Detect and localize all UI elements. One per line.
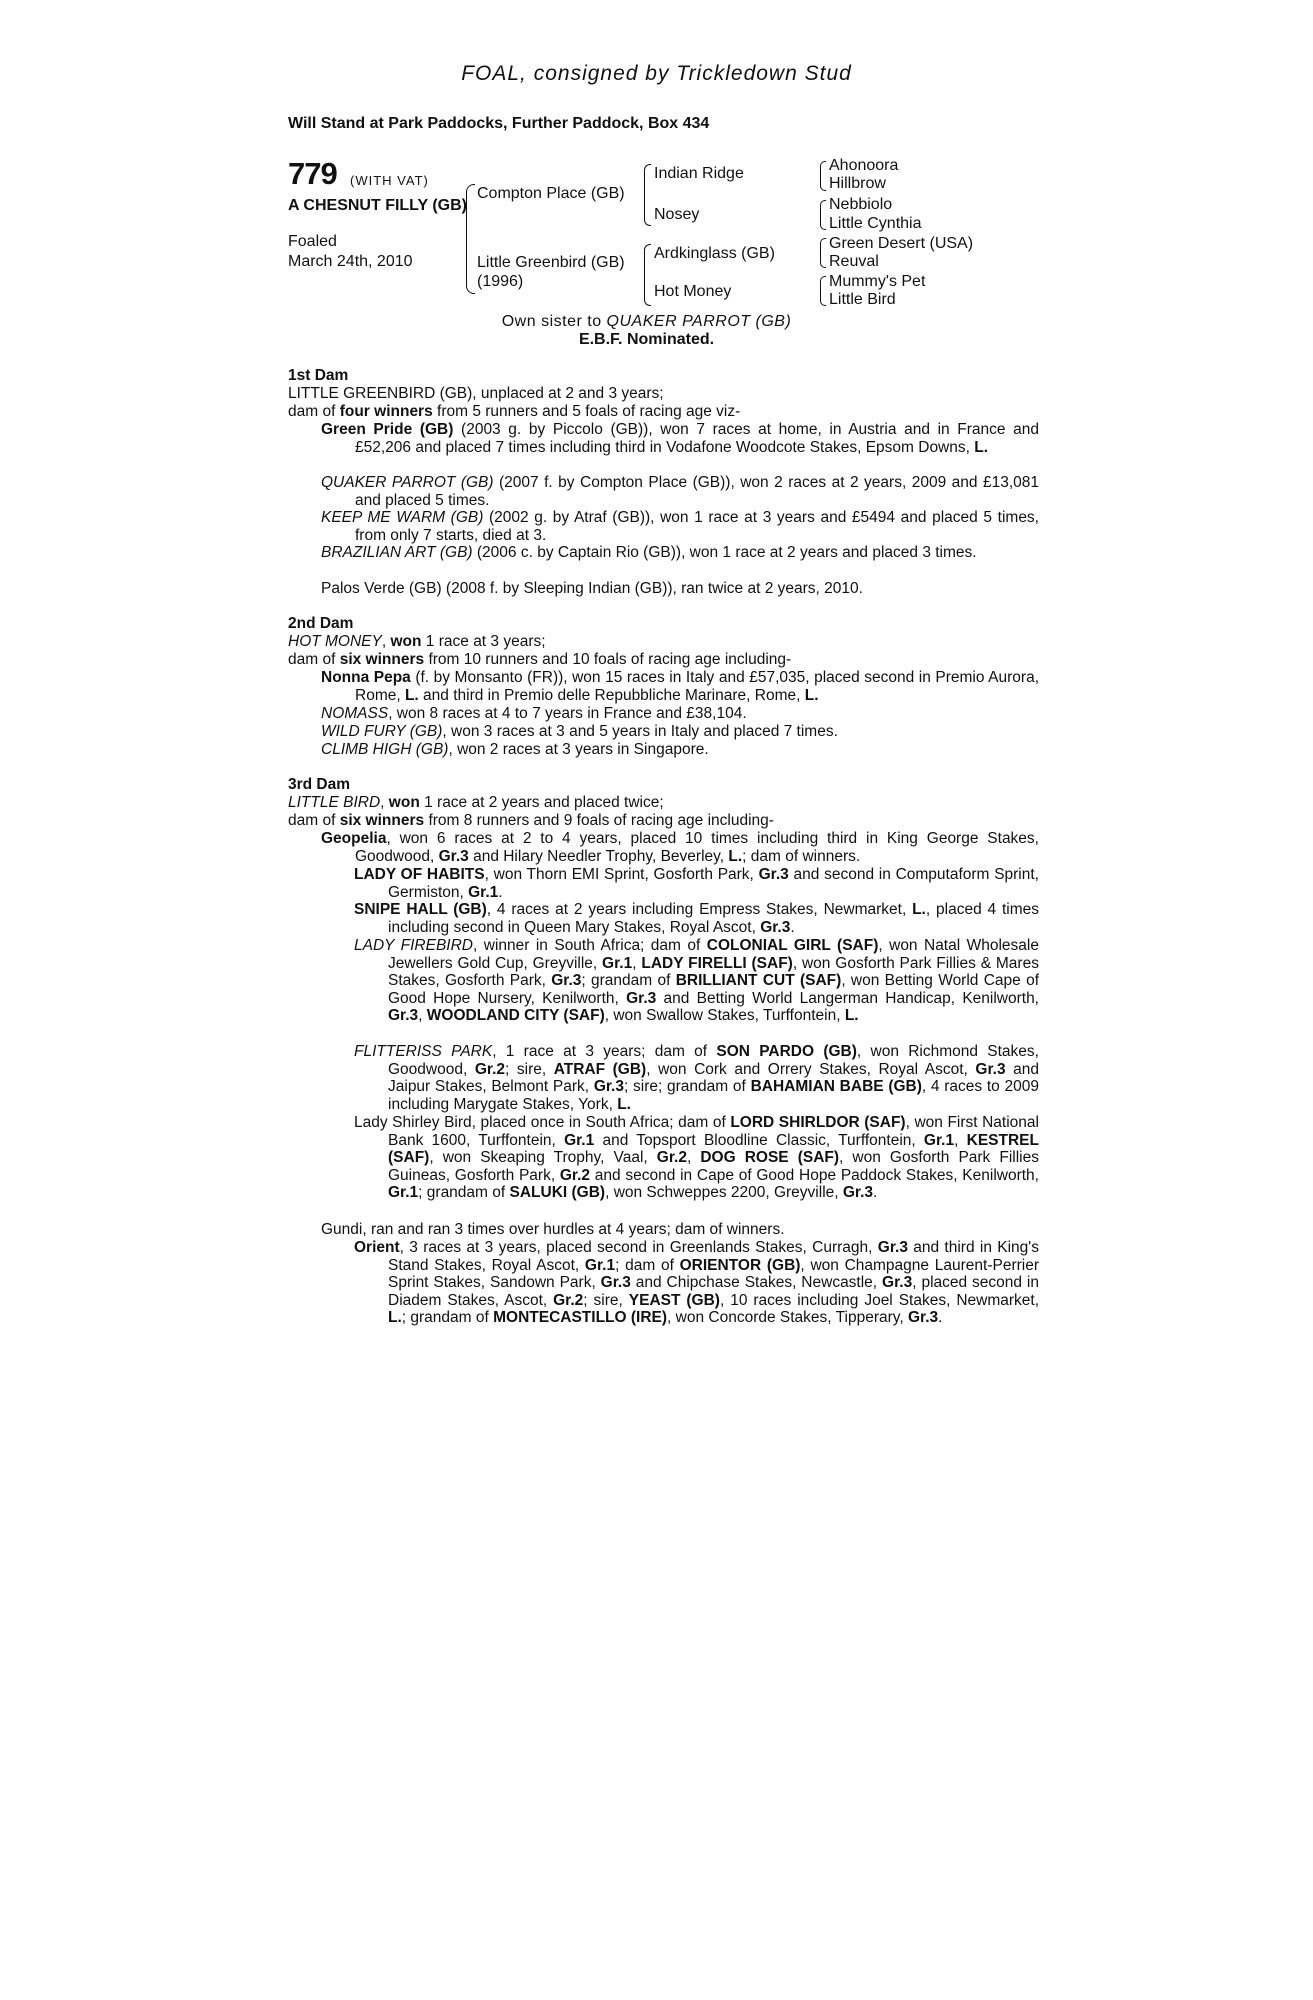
fp-text: , 1 race at 3 years; dam of	[492, 1043, 717, 1060]
lf-sep-2: ,	[418, 1007, 427, 1025]
or-text-4: , won Champagne Laurent-Perrier Sprint Stakes, Sandown Park,	[388, 1256, 1039, 1292]
group-marker: Gr.3	[551, 972, 582, 990]
first-dam-winners: four winners	[339, 403, 433, 420]
third-dam-line2	[288, 812, 774, 830]
pedigree-gen3-5: Green Desert (USA)	[829, 235, 974, 252]
ls-sep: ,	[954, 1131, 967, 1149]
ls-text-4: , won Skeaping Trophy, Vaal,	[429, 1149, 657, 1167]
third-dam-grandprogeny-orient	[354, 1239, 1039, 1327]
progeny-nonna-pepa-text: (f. by Monsanto (FR)), won 15 races in Italy and £57,035, placed second in Premio Aurora, Rome,	[355, 669, 1039, 704]
group-marker: Gr.1	[602, 954, 633, 972]
geopelia-text-3: ; dam of winners.	[742, 847, 861, 865]
lf-sep: ,	[632, 954, 642, 972]
second-dam-progeny-3	[321, 723, 838, 741]
listed-marker: L.	[728, 847, 743, 865]
progeny-brilliant-cut: BRILLIANT CUT (SAF)	[675, 972, 842, 990]
progeny-atraf: ATRAF (GB)	[553, 1060, 647, 1078]
second-dam-line1	[288, 633, 546, 651]
third-dam-progeny-gundi: Gundi, ran and ran 3 times over hurdles at 4 years; dam of winners.	[321, 1221, 785, 1238]
fp-text-7: , 4 races to 2009 including Marygate Stakes, York,	[388, 1078, 1040, 1113]
third-dam-line1	[288, 794, 664, 812]
listed-marker: L.	[404, 686, 419, 704]
group-marker: Gr.1	[388, 1184, 419, 1202]
fp-text-6: ; sire; grandam of	[624, 1078, 751, 1096]
progeny-orientor: ORIENTOR (GB)	[679, 1256, 801, 1274]
progeny-lady-firelli: LADY FIRELLI (SAF)	[641, 954, 793, 972]
progeny-green-pride-text: (2003 g. by Piccolo (GB)), won 7 races at home, in Austria and in France and £52,206 and placed 7 times including third in Vodafone Woodcote Stakes, Epsom Downs,	[355, 421, 1040, 456]
third-dam-progeny-geopelia	[321, 830, 1039, 865]
sister-name: QUAKER PARROT (GB)	[606, 313, 792, 330]
lf-text-3: , won Gosforth Park Fillies & Mares Stakes, Gosforth Park,	[388, 954, 1039, 990]
group-marker: Gr.2	[553, 1291, 584, 1309]
progeny-nonna-pepa: Nonna Pepa	[321, 669, 411, 686]
geopelia-text: , won 6 races at 2 to 4 years, placed 10 times including third in King George Stakes, Goodwood,	[355, 830, 1039, 865]
ls-text-8: , won Schweppes 2200, Greyville,	[605, 1184, 843, 1202]
catalogue-header: FOAL, consigned by Trickledown Stud	[461, 62, 852, 85]
second-dam-winners: six winners	[339, 651, 425, 668]
third-dam-grandprogeny-lady-firebird	[354, 937, 1039, 1025]
or-text-7: ; sire,	[583, 1291, 629, 1309]
pedigree-brace-dam	[644, 244, 651, 306]
third-dam-line2-a: dam of	[288, 812, 340, 829]
third-dam-heading: 3rd Dam	[288, 776, 351, 793]
progeny-montecastillo: MONTECASTILLO (IRE)	[493, 1309, 668, 1327]
group-marker: Gr.1	[564, 1131, 595, 1149]
ls-text-3: and Topsport Bloodline Classic, Turffontein,	[594, 1131, 924, 1149]
third-dam-name: LITTLE BIRD	[288, 794, 381, 811]
foaled-label: Foaled	[288, 233, 337, 250]
ls-text-6: and second in Cape of Good Hope Paddock Stakes, Kenilworth,	[590, 1166, 1039, 1184]
second-dam-line1-b: 1 race at 3 years;	[421, 633, 546, 650]
progeny-keep-me-warm-text: (2002 g. by Atraf (GB)), won 1 race at 3 years and £5494 and placed 5 times, from only 7 starts, died at 3.	[355, 509, 1039, 544]
second-dam-progeny-4	[321, 741, 709, 759]
sister-note	[0, 313, 1293, 331]
fp-text-3: ; sire,	[505, 1060, 554, 1078]
lot-vat: (WITH VAT)	[350, 173, 429, 188]
first-dam-progeny-2	[321, 474, 1039, 509]
pedigree-gen2-3: Ardkinglass (GB)	[654, 245, 775, 262]
progeny-nonna-pepa-mid: and third in Premio delle Repubbliche Marinare, Rome,	[418, 686, 805, 704]
listed-marker: L.	[804, 686, 819, 704]
pedigree-brace-g3-1	[820, 161, 826, 191]
lf-text-4: ; grandam of	[581, 972, 676, 990]
or-text-5: and Chipchase Stakes, Newcastle,	[630, 1274, 883, 1292]
pedigree-gen3-7: Mummy's Pet	[829, 273, 926, 290]
or-text-6: , placed second in Diadem Stakes, Ascot,	[388, 1274, 1040, 1309]
ls-sep-2: ,	[686, 1149, 701, 1167]
foaled-date: March 24th, 2010	[288, 253, 413, 270]
progeny-woodland-city: WOODLAND CITY (SAF)	[426, 1007, 605, 1025]
geopelia-text-2: and Hilary Needler Trophy, Beverley,	[468, 847, 729, 865]
ls-text-2: , won First National Bank 1600, Turffontein,	[388, 1114, 1039, 1149]
group-marker: Gr.1	[923, 1131, 955, 1149]
pedigree-gen2-2: Nosey	[654, 206, 700, 223]
second-dam-progeny-2	[321, 705, 747, 723]
group-marker: Gr.3	[908, 1309, 939, 1327]
progeny-lady-firebird: LADY FIREBIRD	[354, 937, 473, 954]
fp-text-4: , won Cork and Orrery Stakes, Royal Ascot,	[646, 1060, 976, 1078]
group-marker: Gr.3	[626, 989, 657, 1007]
or-text-10: , won Concorde Stakes, Tipperary,	[667, 1309, 908, 1327]
progeny-dog-rose: DOG ROSE (SAF)	[700, 1149, 840, 1167]
lf-text-5: , won Betting World Cape of Good Hope Nursery, Kenilworth,	[388, 972, 1040, 1007]
pedigree-brace-sire	[644, 164, 651, 226]
third-dam-won: won	[388, 794, 420, 811]
progeny-wild-fury: WILD FURY (GB)	[321, 723, 443, 740]
ebf-note: E.B.F. Nominated.	[578, 331, 715, 348]
pedigree-gen3-8: Little Bird	[829, 291, 896, 308]
group-marker: Gr.1	[584, 1256, 616, 1274]
ls-text: Lady Shirley Bird, placed once in South Africa; dam of	[354, 1114, 731, 1131]
pedigree-brace-gen1	[466, 184, 475, 294]
sister-prefix: Own sister to	[501, 313, 607, 330]
pedigree-dam-year: (1996)	[477, 273, 524, 290]
progeny-nomass-text: , won 8 races at 4 to 7 years in France and £38,104.	[388, 705, 747, 722]
listed-marker: L.	[388, 1309, 402, 1327]
third-dam-sep: ,	[380, 794, 389, 811]
third-dam-grandprogeny-lady-shirley-bird	[354, 1114, 1039, 1202]
ls-text-7: ; grandam of	[418, 1184, 510, 1202]
loh-text-2: and second in Computaform Sprint, Germiston,	[388, 866, 1039, 901]
third-dam-grandprogeny-flitteriss-park	[354, 1043, 1039, 1113]
progeny-yeast: YEAST (GB)	[628, 1291, 720, 1309]
or-text-3: ; dam of	[615, 1256, 680, 1274]
or-end: .	[938, 1309, 943, 1327]
first-dam-progeny-3	[321, 509, 1039, 544]
lf-text: , winner in South Africa; dam of	[473, 937, 707, 954]
horse-name: A CHESNUT FILLY (GB)	[288, 197, 467, 214]
first-dam-progeny-1	[321, 421, 1039, 456]
progeny-climb-high: CLIMB HIGH (GB)	[321, 741, 449, 758]
or-text-2: and third in King's Stand Stakes, Royal Ascot,	[388, 1239, 1039, 1274]
group-marker: Gr.3	[877, 1239, 908, 1256]
progeny-climb-high-text: , won 2 races at 3 years in Singapore.	[448, 741, 709, 758]
progeny-quaker-parrot: QUAKER PARROT (GB)	[321, 474, 494, 491]
third-dam-grandprogeny-lady-of-habits	[354, 866, 1039, 901]
pedigree-brace-g3-3	[820, 238, 826, 268]
group-marker: Gr.3	[600, 1274, 631, 1292]
pedigree-gen3-3: Nebbiolo	[829, 196, 893, 213]
second-dam-line2	[288, 651, 791, 669]
lf-text-6: and Betting World Langerman Handicap, Kenilworth,	[656, 989, 1039, 1007]
progeny-nomass: NOMASS	[321, 705, 389, 722]
third-dam-line1-b: 1 race at 2 years and placed twice;	[419, 794, 664, 811]
second-dam-sep: ,	[381, 633, 391, 650]
progeny-quaker-parrot-text: (2007 f. by Compton Place (GB)), won 2 races at 2 years, 2009 and £13,081 and placed 5 times.	[355, 474, 1039, 509]
pedigree-gen3-6: Reuval	[829, 253, 879, 270]
first-dam-line2-c: from 5 runners and 5 foals of racing age viz-	[432, 403, 741, 420]
pedigree-brace-g3-4	[820, 276, 826, 306]
pedigree-gen2-1: Indian Ridge	[654, 165, 744, 182]
pedigree-gen3-4: Little Cynthia	[829, 215, 922, 232]
sh-text-2: , placed 4 times including second in Queen Mary Stakes, Royal Ascot,	[388, 901, 1039, 936]
or-text: , 3 races at 3 years, placed second in Greenlands Stakes, Curragh,	[399, 1239, 878, 1256]
progeny-geopelia: Geopelia	[321, 830, 387, 847]
group-marker: Gr.3	[758, 866, 789, 883]
or-text-8: , 10 races including Joel Stakes, Newmarket,	[719, 1291, 1039, 1309]
group-marker: Gr.2	[474, 1060, 506, 1078]
progeny-colonial-girl: COLONIAL GIRL (SAF)	[706, 937, 879, 954]
second-dam-progeny-1	[321, 669, 1039, 704]
third-dam-winners: six winners	[339, 812, 425, 829]
sh-text: , 4 races at 2 years including Empress Stakes, Newmarket,	[486, 901, 913, 918]
progeny-brazilian-art: BRAZILIAN ART (GB)	[321, 544, 473, 561]
listed-marker: L.	[974, 438, 989, 456]
second-dam-heading: 2nd Dam	[288, 615, 354, 632]
progeny-green-pride: Green Pride (GB)	[321, 421, 454, 438]
progeny-flitteriss-park: FLITTERISS PARK	[354, 1043, 493, 1060]
first-dam-progeny-4	[321, 544, 1039, 562]
fp-text-5: and Jaipur Stakes, Belmont Park,	[388, 1060, 1040, 1096]
lot-number: 779	[288, 156, 337, 191]
second-dam-won: won	[390, 633, 422, 650]
listed-marker: L.	[844, 1007, 859, 1025]
progeny-wild-fury-text: , won 3 races at 3 and 5 years in Italy and placed 7 times.	[442, 723, 838, 740]
group-marker: Gr.3	[593, 1078, 624, 1096]
pedigree-brace-g3-2	[820, 200, 826, 230]
progeny-orient: Orient	[354, 1239, 400, 1256]
lf-text-7: , won Swallow Stakes, Turffontein,	[604, 1007, 845, 1025]
second-dam-line2-a: dam of	[288, 651, 340, 668]
first-dam-heading: 1st Dam	[288, 367, 349, 384]
third-dam-line2-c: from 8 runners and 9 foals of racing age including-	[424, 812, 774, 829]
group-marker: Gr.3	[882, 1274, 913, 1292]
lf-text-2: , won Natal Wholesale Jewellers Gold Cup, Greyville,	[388, 937, 1039, 972]
first-dam-line2	[288, 403, 740, 421]
fp-text-2: , won Richmond Stakes, Goodwood,	[388, 1043, 1039, 1078]
first-dam-line1: LITTLE GREENBIRD (GB), unplaced at 2 and 3 years;	[288, 385, 664, 402]
listed-marker: L.	[912, 901, 926, 918]
progeny-snipe-hall: SNIPE HALL (GB)	[354, 901, 487, 918]
loh-end: .	[498, 883, 503, 901]
ls-text-5: , won Gosforth Park Fillies Guineas, Gosforth Park,	[388, 1149, 1039, 1184]
progeny-brazilian-art-text: (2006 c. by Captain Rio (GB)), won 1 race at 2 years and placed 3 times.	[472, 544, 977, 561]
group-marker: Gr.3	[388, 1007, 419, 1025]
group-marker: Gr.3	[438, 847, 469, 865]
group-marker: Gr.2	[656, 1149, 687, 1167]
third-dam-grandprogeny-snipe-hall	[354, 901, 1039, 936]
pedigree-gen2-4: Hot Money	[654, 283, 732, 300]
or-text-9: ; grandam of	[401, 1309, 494, 1327]
loh-text: , won Thorn EMI Sprint, Gosforth Park,	[484, 866, 759, 883]
progeny-keep-me-warm: KEEP ME WARM (GB)	[321, 509, 484, 526]
second-dam-name: HOT MONEY	[288, 633, 382, 650]
first-dam-progeny-5: Palos Verde (GB) (2008 f. by Sleeping Indian (GB)), ran twice at 2 years, 2010.	[321, 580, 863, 597]
stand-location: Will Stand at Park Paddocks, Further Paddock, Box 434	[288, 115, 710, 132]
pedigree-gen3-2: Hillbrow	[829, 175, 886, 192]
pedigree-dam: Little Greenbird (GB)	[477, 254, 625, 271]
first-dam-line2-a: dam of	[288, 403, 340, 420]
group-marker: Gr.3	[842, 1184, 874, 1202]
pedigree-gen3-1: Ahonoora	[829, 157, 899, 174]
group-marker: Gr.3	[975, 1060, 1006, 1078]
progeny-son-pardo: SON PARDO (GB)	[716, 1043, 857, 1060]
progeny-saluki: SALUKI (GB)	[509, 1184, 606, 1202]
progeny-kestrel: KESTREL (SAF)	[388, 1131, 1039, 1167]
group-marker: Gr.2	[559, 1166, 591, 1184]
group-marker: Gr.3	[760, 918, 791, 936]
listed-marker: L.	[617, 1095, 631, 1113]
sh-end: .	[790, 918, 795, 936]
progeny-lady-of-habits: LADY OF HABITS	[354, 866, 485, 883]
progeny-lord-shirldor: LORD SHIRLDOR (SAF)	[730, 1114, 906, 1131]
ls-end: .	[873, 1184, 878, 1202]
pedigree-sire: Compton Place (GB)	[477, 185, 625, 202]
group-marker: Gr.1	[468, 883, 499, 901]
progeny-bahamian-babe: BAHAMIAN BABE (GB)	[750, 1078, 922, 1096]
foaled-info	[288, 232, 413, 272]
second-dam-line2-c: from 10 runners and 10 foals of racing age including-	[424, 651, 792, 668]
